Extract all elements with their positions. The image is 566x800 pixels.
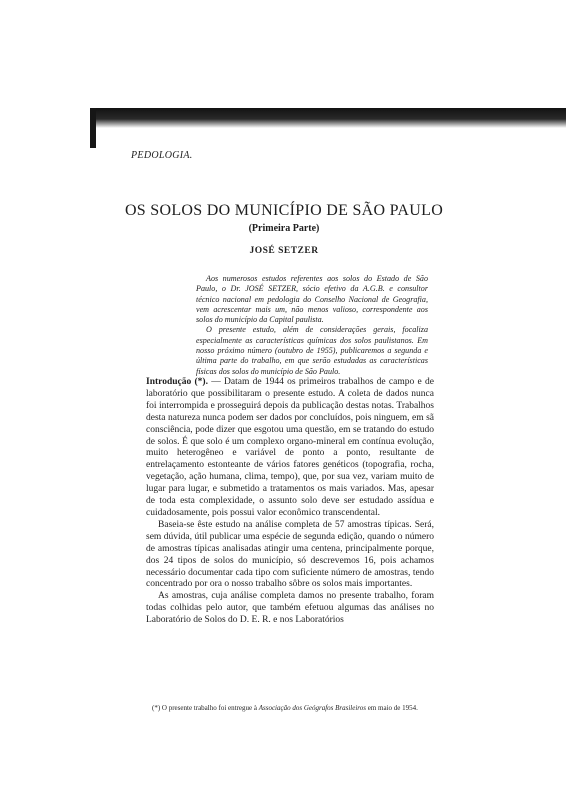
section-label: PEDOLOGIA.: [131, 150, 193, 161]
abstract-paragraph: O presente estudo, além de considerações gerais, focaliza especialmente as características químicas dos solos paulistanos. Em nosso próximo número (outubro de 1955), publicaremos a segunda e última parte do trabalho, em que serão estudadas as características físicas dos solos do município de São Paulo.: [196, 325, 428, 376]
article-title: OS SOLOS DO MUNICÍPIO DE SÃO PAULO: [124, 202, 444, 219]
body-paragraph: Baseia-se êste estudo na análise completa de 57 amostras típicas. Será, sem dúvida, útil publicar uma espécie de segunda edição, quando o número de amostras típicas analisadas atingir uma centena, principalmente porque, dos 24 tipos de solos do município, só descrevemos 16, pois achamos necessário documentar cada tipo com suficiente número de amostras, tendo concentrado por ora o nosso trabalho sôbre os solos mais importantes.: [146, 519, 434, 590]
footnote-marker: (*): [152, 704, 161, 712]
page-edge-shadow: [90, 108, 566, 128]
introduction-heading: Introdução (*).: [146, 377, 208, 387]
article-author: JOSÉ SETZER: [249, 246, 319, 256]
body-paragraph: As amostras, cuja análise completa damos no presente trabalho, foram todas colhidas pelo autor, que também efetuou algumas das análises no Laboratório de Solos do D. E. R. e nos Laboratórios: [146, 591, 434, 626]
footnote: [146, 704, 434, 713]
body-paragraph-text: — Datam de 1944 os primeiros trabalhos de campo e de laboratório que possibilitaram o presente estudo. A coleta de dados nunca foi interrompida e prosseguirá depois da publicação destas notas. Trabalhos desta natureza nunca podem ser dados por concluídos, pois ninguem, em sã consciência, pode dizer que esgotou uma questão, em se tratando do estudo de solos. É que solo é um complexo organo-mineral em contínua evolução, muito heterogêneo e variável de ponto a ponto, resultante de entrelaçamento estonteante de vários fatores genéticos (topografia, rocha, vegetação, ação humana, clima, tempo), que, por sua vez, variam muito de lugar para lugar, e submetido a tratamentos os mais variados. Mas, apesar de toda esta complexidade, o assunto solo deve ser estudado assídua e cuidadosamente, pois possui valor econômico transcendental.: [146, 377, 434, 518]
body-paragraph: [146, 377, 434, 520]
article-subtitle: (Primeira Parte): [248, 223, 320, 234]
article-body: [146, 377, 434, 627]
footnote-text: O presente trabalho foi entregue à: [161, 704, 257, 712]
footnote-organization: Associação dos Geógrafos Brasileiros: [258, 704, 366, 712]
footnote-date: em maio de 1954.: [367, 704, 418, 712]
abstract-paragraph: Aos numerosos estudos referentes aos solos do Estado de São Paulo, o Dr. JOSÉ SETZER, sócio efetivo da A.G.B. e consultor técnico nacional em pedologia do Conselho Nacional de Geografia, vem acrescentar mais um, não menos valioso, correspondente aos solos do município da Capital paulista.: [196, 274, 428, 325]
abstract: [196, 274, 428, 377]
